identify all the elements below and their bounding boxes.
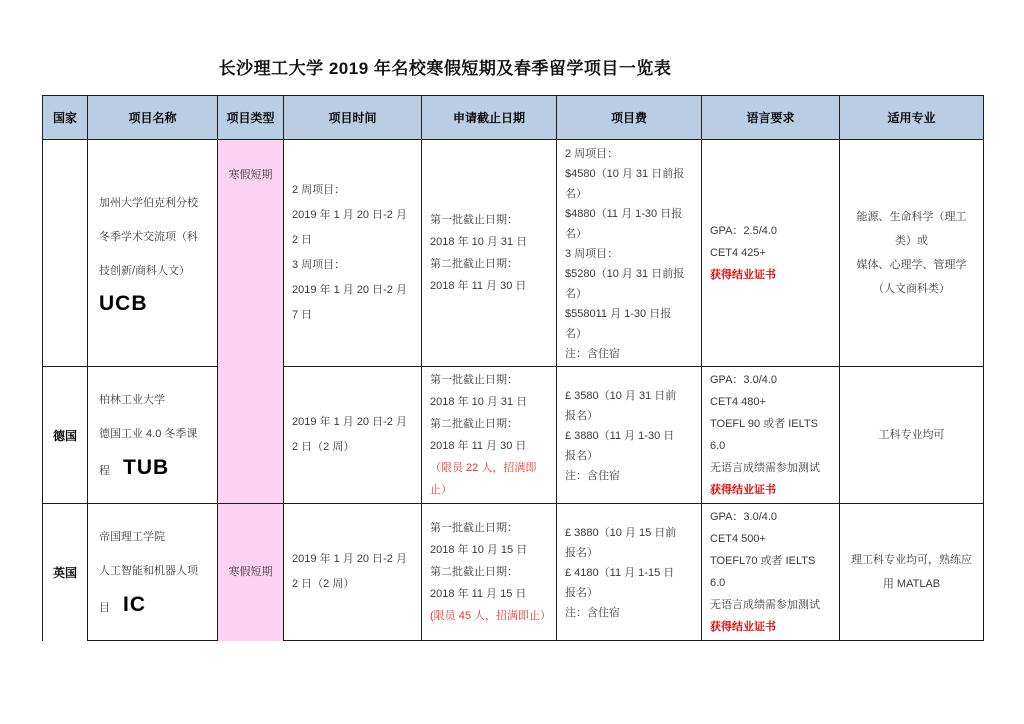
major-cell [840,140,984,367]
program-type: 寒假短期 [228,169,273,181]
page-break-country-border-stub [87,595,88,610]
language-req-cell [702,140,840,367]
program-type-cell [218,504,284,641]
header-language-req: 语言要求 [702,96,840,140]
country-cell: 英国 [43,504,88,641]
program-time: 2019 年 1 月 20 日-2 月 2 日（2 周） [292,553,407,590]
header-program-time: 项目时间 [284,96,422,140]
program-type: 寒假短期 [228,566,273,579]
header-country: 国家 [43,96,88,140]
program-abbr: IC [123,592,146,616]
deadline-text: 第一批截止日期： 2018 年 10 月 31 日 第二批截止日期： 2018 年 11 月 30 日 [430,374,528,452]
program-time-cell [284,504,422,641]
program-time: 2019 年 1 月 20 日-2 月 2 日（2 周） [292,416,407,453]
program-name-cell [88,367,218,504]
deadline-cell [422,367,557,504]
language-req-cell [702,367,840,504]
fee-text: 2 周项目： $4580（10 月 31 日前报 名） $4880（11 月 1-30 日报 名） 3 周项目： $5280（10 月 31 日前报 名） $558011 月 1-30 日报 名） 注：含住宿 [565,148,685,360]
header-program-name: 项目名称 [88,96,218,140]
deadline-text: 第一批截止日期： 2018 年 10 月 31 日 第二批截止日期： 2018 年 11 月 30 日 [430,214,528,292]
program-name: 加州大学伯克利分校 冬季学术交流项（科 技创新/商科人文） [99,197,198,277]
fee-cell [557,140,702,367]
program-time: 2 周项目： 2019 年 1 月 20 日-2 月 2 日 3 周项目： 2019 年 1 月 20 日-2 月 7 日 [292,184,407,321]
programs-table [42,95,984,641]
fee-cell [557,504,702,641]
program-time-cell [284,367,422,504]
program-abbr: UCB [99,292,148,315]
major-text: 工科专业均可 [878,429,945,441]
language-req-cell [702,504,840,641]
fee-text: £ 3880（10 月 15 日前 报名） £ 4180（11 月 1-15 日 报名） 注：含住宿 [565,527,677,619]
header-program-type: 项目类型 [218,96,284,140]
language-req-text: GPA：3.0/4.0 CET4 480+ TOEFL 90 或者 IELTS 6.0 无语言成绩需参加测试 [710,374,820,474]
program-abbr: TUB [123,455,170,479]
program-name: 柏林工业大学 德国工业 4.0 冬季课 程 [99,393,198,477]
deadline-cell [422,504,557,641]
fee-text: £ 3580（10 月 31 日前 报名） £ 3880（11 月 1-30 日 报名） 注：含住宿 [565,390,677,482]
country-cell: 德国 [43,367,88,504]
language-req-text: GPA：2.5/4.0 CET4 425+ [710,225,778,259]
header-deadline: 申请截止日期 [422,96,557,140]
program-type-cell-merged [218,140,284,504]
table-header-row [43,96,984,140]
certificate-note: 获得结业证书 [710,484,776,496]
certificate-note: 获得结业证书 [710,621,776,633]
program-name-cell [88,504,218,641]
program-time-cell [284,140,422,367]
table-row-tub [43,367,984,504]
language-req-text: GPA：3.0/4.0 CET4 500+ TOEFL70 或者 IELTS 6.0 无语言成绩需参加测试 [710,511,820,611]
program-name: 帝国理工学院 人工智能和机器人项 目 [99,530,198,614]
deadline-limit-note: （限员 22 人，招满即 止） [430,462,537,496]
page-break-type-column-stub [217,595,284,609]
header-major: 适用专业 [840,96,984,140]
deadline-limit-note: (限员 45 人，招满即止） [430,610,552,622]
certificate-note: 获得结业证书 [710,269,776,281]
country-cell [43,140,88,367]
table-row-ucb [43,140,984,367]
major-text: 理工科专业均可，熟练应 用 MATLAB [851,554,972,590]
major-cell [840,504,984,641]
table-row-ic [43,504,984,641]
header-fee: 项目费 [557,96,702,140]
program-name-cell [88,140,218,367]
page-break-left-border-stub [42,595,43,610]
fee-cell [557,367,702,504]
deadline-cell [422,140,557,367]
page-title: 长沙理工大学 2019 年名校寒假短期及春季留学项目一览表 [218,59,672,78]
deadline-text: 第一批截止日期： 2018 年 10 月 15 日 第二批截止日期： 2018 年 11 月 15 日 [430,522,528,600]
major-text: 能源、生命科学（理工 类）或 媒体、心理学、管理学 （人文商科类） [856,211,967,295]
major-cell [840,367,984,504]
